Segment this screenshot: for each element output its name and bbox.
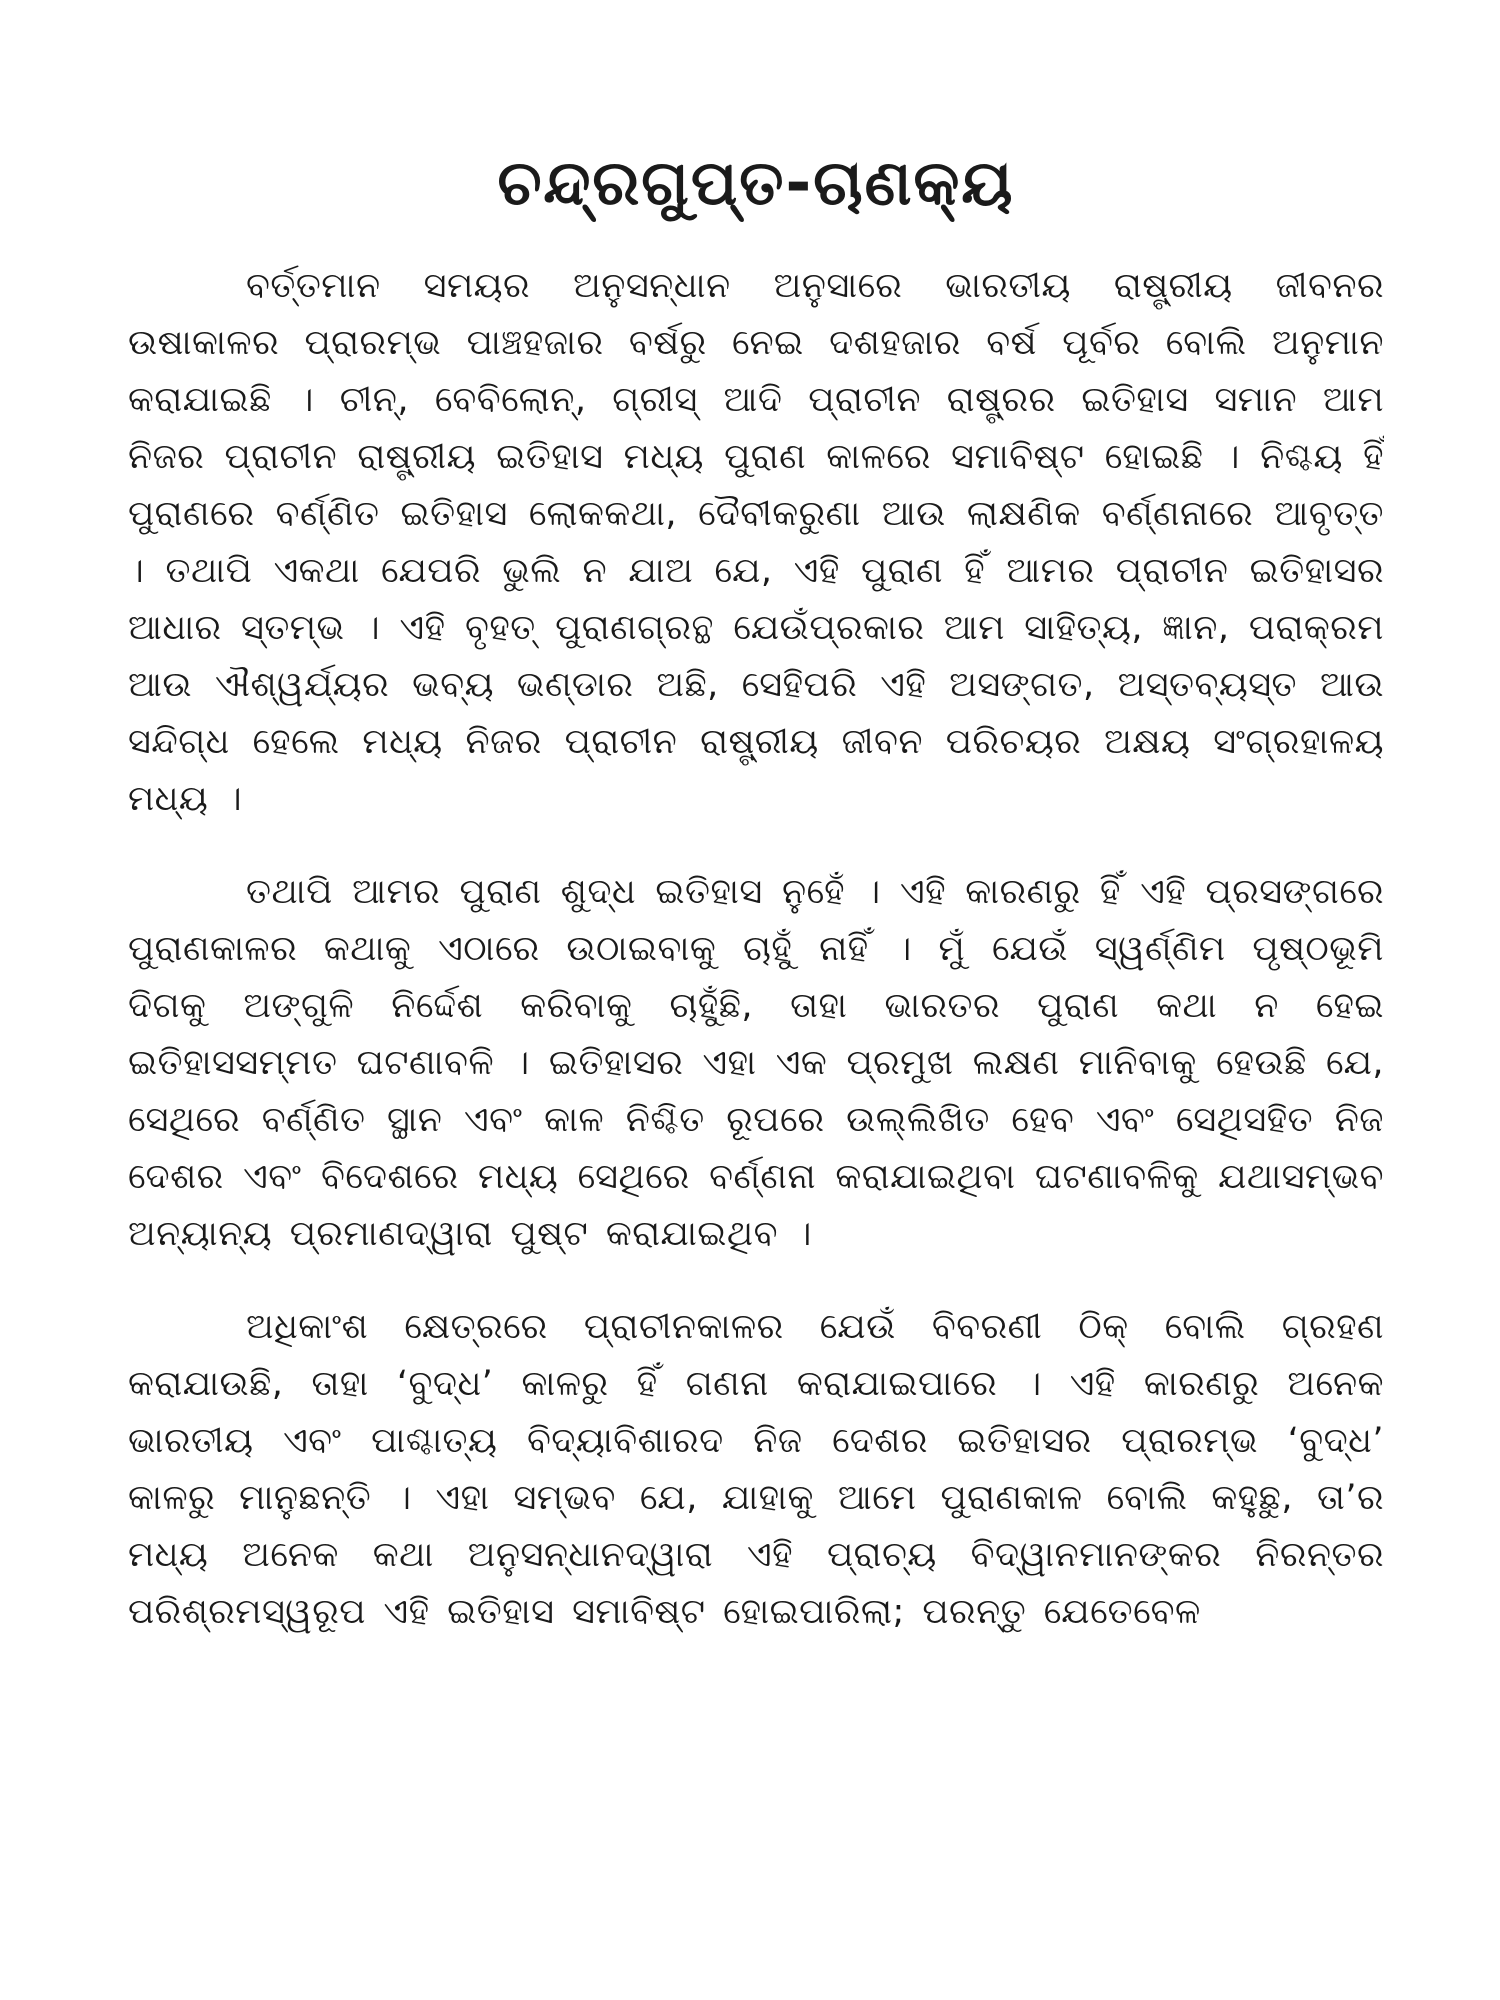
page [128, 128, 1384, 1978]
paragraph-1: ବର୍ତ୍ତମାନ ସମୟର ଅନୁସନ୍ଧାନ ଅନୁସାରେ ଭାରତୀୟ ରାଷ୍ଟ୍ରୀୟ ଜୀବନର ଉଷାକାଳର ପ୍ରାରମ୍ଭ ପାଞ୍ଚହଜାର ବର୍ଷରୁ ନେଇ ଦଶହଜାର ବର୍ଷ ପୂର୍ବର ବୋଲି ଅନୁମାନ କରାଯାଇଛି । ଚୀନ୍, ବେବିଲୋନ୍, ଗ୍ରୀସ୍ ଆଦି ପ୍ରାଚୀନ ରାଷ୍ଟ୍ରର ଇତିହାସ ସମାନ ଆମ ନିଜର ପ୍ରାଚୀନ ରାଷ୍ଟ୍ରୀୟ ଇତିହାସ ମଧ୍ୟ ପୁରାଣ କାଳରେ ସମାବିଷ୍ଟ ହୋଇଛି । ନିଶ୍ଚୟ ହିଁ ପୁରାଣରେ ବର୍ଣ୍ଣିତ ଇତିହାସ ଲୋକକଥା, ଦୈବୀକରୁଣା ଆଉ ଲାକ୍ଷଣିକ ବର୍ଣ୍ଣନାରେ ଆବୃତ୍ତ । ତଥାପି ଏକଥା ଯେପରି ଭୁଲି ନ ଯାଅ ଯେ, ଏହି ପୁରାଣ ହିଁ ଆମର ପ୍ରାଚୀନ ଇତିହାସର ଆଧାର ସ୍ତମ୍ଭ । ଏହି ବୃହତ୍ ପୁରାଣଗ୍ରନ୍ଥ ଯେଉଁପ୍ରକାର ଆମ ସାହିତ୍ୟ, ଜ୍ଞାନ, ପରାକ୍ରମ ଆଉ ଐଶ୍ୱର୍ଯ୍ୟର ଭବ୍ୟ ଭଣ୍ଡାର ଅଛି, ସେହିପରି ଏହି ଅସଙ୍ଗତ, ଅସ୍ତବ୍ୟସ୍ତ ଆଉ ସନ୍ଦିଗ୍ଧ ହେଲେ ମଧ୍ୟ ନିଜର ପ୍ରାଚୀନ ରାଷ୍ଟ୍ରୀୟ ଜୀବନ ପରିଚୟର ଅକ୍ଷୟ ସଂଗ୍ରହାଳୟ ମଧ୍ୟ । [128, 266, 1384, 820]
paragraph-2: ତଥାପି ଆମର ପୁରାଣ ଶୁଦ୍ଧ ଇତିହାସ ନୁହେଁ । ଏହି କାରଣରୁ ହିଁ ଏହି ପ୍ରସଙ୍ଗରେ ପୁରାଣକାଳର କଥାକୁ ଏଠାରେ ଉଠାଇବାକୁ ଚାହୁଁ ନାହିଁ । ମୁଁ ଯେଉଁ ସ୍ୱର୍ଣ୍ଣିମ ପୃଷ୍ଠଭୂମି ଦିଗକୁ ଅଙ୍ଗୁଳି ନିର୍ଦ୍ଦେଶ କରିବାକୁ ଚାହୁଁଛି, ତାହା ଭାରତର ପୁରାଣ କଥା ନ ହେଇ ଇତିହାସସମ୍ମତ ଘଟଣାବଳି । ଇତିହାସର ଏହା ଏକ ପ୍ରମୁଖ ଲକ୍ଷଣ ମାନିବାକୁ ହେଉଛି ଯେ, ସେଥିରେ ବର୍ଣ୍ଣିତ ସ୍ଥାନ ଏବଂ କାଳ ନିଶ୍ଚିତ ରୂପରେ ଉଲ୍ଲିଖିତ ହେବ ଏବଂ ସେଥିସହିତ ନିଜ ଦେଶର ଏବଂ ବିଦେଶରେ ମଧ୍ୟ ସେଥିରେ ବର୍ଣ୍ଣନା କରାଯାଇଥିବା ଘଟଣାବଳିକୁ ଯଥାସମ୍ଭବ ଅନ୍ୟାନ୍ୟ ପ୍ରମାଣଦ୍ୱାରା ପୁଷ୍ଟ କରାଯାଇଥିବ । [128, 872, 1384, 1255]
page-title: ଚନ୍ଦ୍ରଗୁପ୍ତ-ଚାଣକ୍ୟ [497, 146, 1015, 219]
paragraph-3: ଅଧିକାଂଶ କ୍ଷେତ୍ରରେ ପ୍ରାଚୀନକାଳର ଯେଉଁ ବିବରଣୀ ଠିକ୍ ବୋଲି ଗ୍ରହଣ କରାଯାଉଛି, ତାହା ‘ବୁଦ୍ଧ’ କାଳରୁ ହିଁ ଗଣନା କରାଯାଇପାରେ । ଏହି କାରଣରୁ ଅନେକ ଭାରତୀୟ ଏବଂ ପାଶ୍ଚାତ୍ୟ ବିଦ୍ୟାବିଶାରଦ ନିଜ ଦେଶର ଇତିହାସର ପ୍ରାରମ୍ଭ ‘ବୁଦ୍ଧ’ କାଳରୁ ମାନୁଛନ୍ତି । ଏହା ସମ୍ଭବ ଯେ, ଯାହାକୁ ଆମେ ପୁରାଣକାଳ ବୋଲି କହୁଛୁ, ତା’ର ମଧ୍ୟ ଅନେକ କଥା ଅନୁସନ୍ଧାନଦ୍ୱାରା ଏହି ପ୍ରାଚ୍ୟ ବିଦ୍ୱାନମାନଙ୍କର ନିରନ୍ତର ପରିଶ୍ରମସ୍ୱରୂପ ଏହି ଇତିହାସ ସମାବିଷ୍ଟ ହୋଇପାରିଲା; ପରନ୍ତୁ ଯେତେବେଳ [128, 1307, 1384, 1633]
